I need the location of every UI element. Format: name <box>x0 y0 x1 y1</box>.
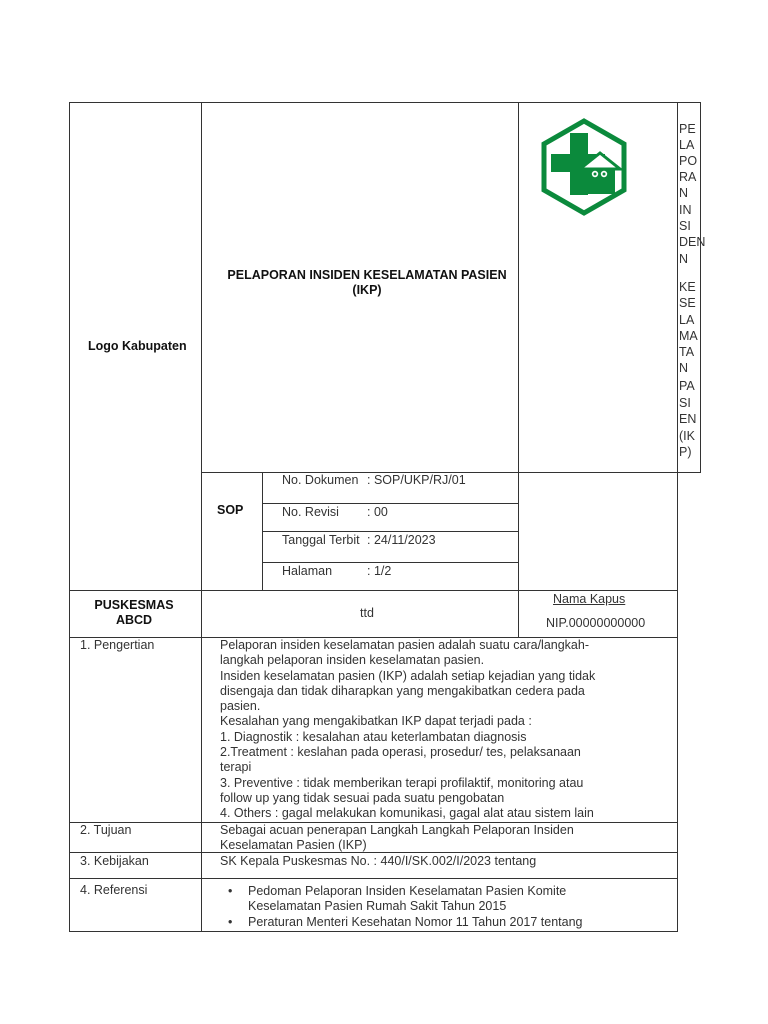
signature-ttd: ttd <box>360 606 374 620</box>
side-text-line: LA <box>679 138 695 152</box>
content-line: SK Kepala Puskesmas No. : 440/I/SK.002/I/2023 tentang <box>220 854 537 868</box>
side-text-line: (IK <box>679 429 695 443</box>
content-line: pasien. <box>220 699 261 714</box>
reference-line: • Pedoman Pelaporan Insiden Keselamatan Pasien Komite <box>248 884 567 898</box>
content-line: langkah pelaporan insiden keselamatan pasien. <box>220 653 485 668</box>
sop-row-key: No. Dokumen <box>282 473 359 487</box>
content-line: Sebagai acuan penerapan Langkah Langkah Pelaporan Insiden <box>220 823 574 837</box>
content-line: follow up yang tidak sesuai pada suatu pengobatan <box>220 790 505 805</box>
sop-row-value: : SOP/UKP/RJ/01 <box>367 473 466 487</box>
reference-item <box>220 884 583 914</box>
section-content-tujuan <box>220 823 574 854</box>
side-text-line: N <box>679 186 689 200</box>
logo-placeholder-label: Logo Kabupaten <box>88 339 187 353</box>
side-text-line: EN <box>679 412 697 426</box>
head-nip: NIP.00000000000 <box>546 616 646 630</box>
content-line: 3. Preventive : tidak memberikan terapi profilaktif, monitoring atau <box>220 775 584 790</box>
sop-row-value: : 1/2 <box>367 564 392 578</box>
sop-row-key: Tanggal Terbit <box>282 533 360 547</box>
section-content-pengertian <box>220 638 595 822</box>
content-line: 4. Others : gagal melakukan komunikasi, gagal alat atau sistem lain <box>220 806 594 821</box>
content-line: disengaja dan tidak diharapkan yang mengakibatkan cedera pada <box>220 683 585 698</box>
content-line: 2.Treatment : keslahan pada operasi, prosedur/ tes, pelaksanaan <box>220 745 581 760</box>
section-label-referensi: 4. Referensi <box>80 883 148 897</box>
section-label-kebijakan: 3. Kebijakan <box>80 854 149 868</box>
content-line: 1. Diagnostik : kesalahan atau keterlambatan diagnosis <box>220 729 527 744</box>
sop-row-value: : 00 <box>367 505 388 519</box>
reference-item <box>220 915 583 930</box>
document-title: PELAPORAN INSIDEN KESELAMATAN PASIEN (IKP) <box>227 268 507 297</box>
sop-row-key: Halaman <box>282 564 333 578</box>
side-text-line: IN <box>679 203 692 217</box>
content-line: Kesalahan yang mengakibatkan IKP dapat terjadi pada : <box>220 714 532 729</box>
side-text-line: RA <box>679 170 697 184</box>
reference-list <box>220 884 583 930</box>
sop-label: SOP <box>217 503 244 517</box>
content-line: Insiden keselamatan pasien (IKP) adalah setiap kejadian yang tidak <box>220 668 596 683</box>
reference-line: • Peraturan Menteri Kesehatan Nomor 11 Tahun 2017 tentang <box>248 915 583 929</box>
side-text-line: N <box>679 361 689 375</box>
side-text-line: PO <box>679 154 698 168</box>
side-text-line: SE <box>679 296 696 310</box>
side-text-line: MA <box>679 329 698 343</box>
section-label-tujuan: 2. Tujuan <box>80 823 132 837</box>
side-text-line: KE <box>679 280 696 294</box>
head-name: Nama Kapus <box>553 592 626 606</box>
sop-row-value: : 24/11/2023 <box>367 533 436 547</box>
side-text-line: SI <box>679 219 691 233</box>
side-text-line: DEN <box>679 235 706 249</box>
side-text-line: SI <box>679 396 691 410</box>
side-text-line: TA <box>679 345 695 359</box>
organization-name: PUSKESMAS ABCD <box>94 598 174 627</box>
side-text-line: N <box>679 252 689 266</box>
side-text-line: P) <box>679 445 692 459</box>
reference-line: Keselamatan Pasien Rumah Sakit Tahun 2015 <box>248 899 507 913</box>
sop-row-key: No. Revisi <box>282 505 339 519</box>
side-text-line: PA <box>679 379 695 393</box>
section-label-pengertian: 1. Pengertian <box>80 638 155 652</box>
side-text-line: LA <box>679 313 695 327</box>
content-line: Keselamatan Pasien (IKP) <box>220 838 367 853</box>
content-line: Pelaporan insiden keselamatan pasien adalah suatu cara/langkah- <box>220 638 590 652</box>
side-text-line: PE <box>679 122 696 136</box>
content-line: terapi <box>220 760 252 775</box>
health-cross-house-logo-icon <box>540 117 628 217</box>
